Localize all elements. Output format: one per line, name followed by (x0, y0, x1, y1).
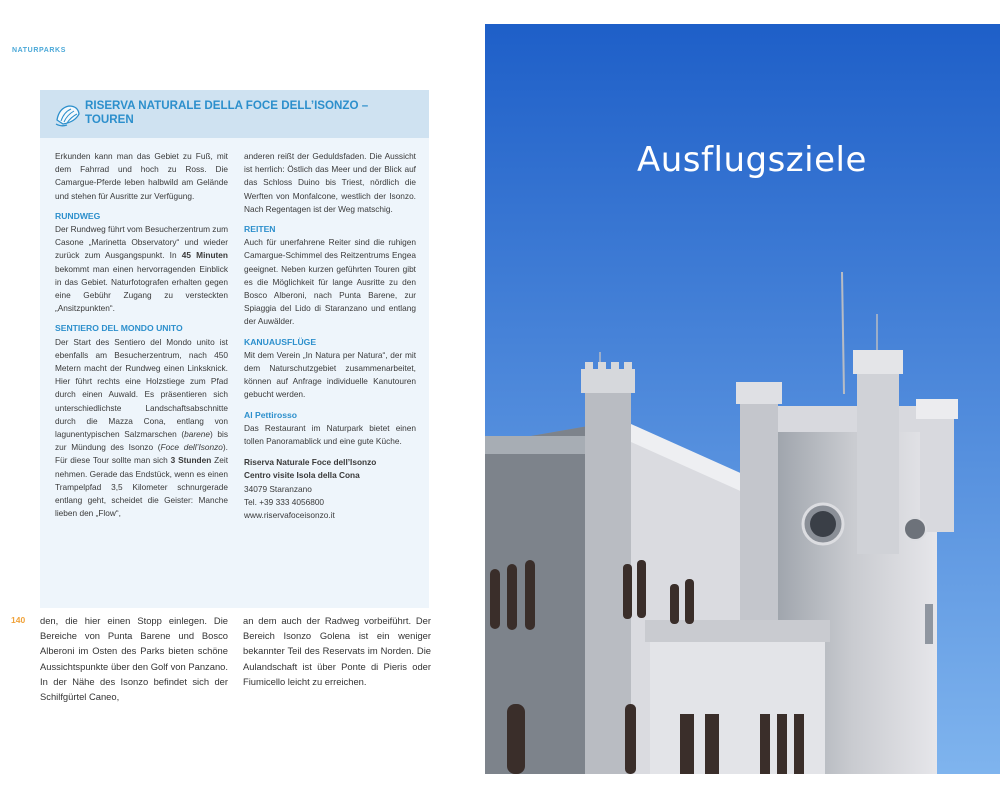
address-name-1: Riserva Naturale Foce dell’Isonzo (244, 457, 377, 468)
shell-icon (53, 100, 83, 130)
address-name-2: Centro visite Isola della Cona (244, 470, 360, 481)
castle-illustration (485, 24, 1000, 774)
kanu-text: Mit dem Verein „In Natura per Natura“, der mit dem Naturschutzgebiet zusammenarbeitet, können auf Anfrage individuelle Kanutouren gebucht werden. (244, 349, 416, 400)
info-column-right (244, 150, 416, 522)
kanu-heading: KANUAUSFLÜGE (244, 336, 317, 347)
address-website-link[interactable]: www.riservafoceisonzo.it (244, 510, 335, 521)
section-tag: NATURPARKS (12, 47, 66, 54)
continued-text: anderen reißt der Geduldsfaden. Die Aussicht ist herrlich: Östlich das Meer und der Blick auf das Schloss Duino bis Triest, nördlich die Werften von Monfalcone, westlich der Isonzo. Nach Regentagen ist der Weg matschig. (244, 151, 416, 214)
info-box-header (40, 90, 429, 138)
body-text-right: an dem auch der Radweg vorbeiführt. Der Bereich Isonzo Golena ist ein weniger bekannter Teil des Reservats im Norden. Die Aulandschaft ist über Ponte di Pieris oder Fiumicello leicht zu erreichen. (243, 615, 431, 687)
rundweg-heading: RUNDWEG (55, 210, 101, 221)
restaurant-heading: Al Pettirosso (244, 409, 298, 420)
photo-title: Ausflugsziele (637, 140, 867, 180)
body-text-left: den, die hier einen Stopp einlegen. Die Bereiche von Punta Barene und Bosco Alberoni im Osten des Parks bieten schöne Aussichtspunkte über den Golf von Panzano. In der Nähe des Isonzo befindet sich der Schilfgürtel Caneo, (40, 615, 228, 703)
sentiero-heading: SENTIERO DEL MONDO UNITO (55, 323, 183, 334)
info-column-left (55, 150, 228, 520)
address-zip: 34079 Staranzano (244, 483, 312, 494)
info-box-title: RISERVA NATURALE DELLA FOCE DELL’ISONZO – TOUREN (85, 99, 369, 126)
rundweg-text: Der Rundweg führt vom Besucherzentrum zum Casone „Marinetta Observatory“ und wieder zurück zum Ausgangspunkt. In 45 Minuten bekommt man einen hervorragenden Einblick in das Gebiet. Naturfotografen erhalten gegen eine Gebühr Zugang zu versteckten „Ansitzpunkten“. (55, 224, 228, 314)
address-block (244, 456, 416, 522)
intro-text: Erkunden kann man das Gebiet zu Fuß, mit dem Fahrrad und hoch zu Ross. Die Camargue-Pferde leben halbwild am Gelände und stehen für Ausritte zur Verfügung. (55, 151, 228, 201)
page-number: 140 (11, 615, 26, 625)
reiten-text: Auch für unerfahrene Reiter sind die ruhigen Camargue-Schimmel des Reitzentrums Engea geeignet. Neben kurzen geführten Touren gibt es die Möglichkeit für lange Ausritte zu den Bosco Alberoni, nach Punta Barene, zur Spiaggia del Lido di Staranzano und entlang der Auwälder. (244, 237, 416, 327)
castle-photo (485, 24, 1000, 774)
sentiero-text: Der Start des Sentiero del Mondo unito ist ebenfalls am Besucherzentrum, nach 450 Metern macht der Rundweg einen Linksknick. Hier führt rechts eine Holzstiege zum Pfad durch einen Auwald. Es präsentieren sich unterschiedlichste Landschaftsabschnitte durch die Mazza Cona, entlang von lagunentypischen Salzmarschen (barene) bis zur Mündung des Isonzo (Foce dell’Isonzo). Für diese Tour sollte man sich 3 Stunden Zeit nehmen. Gerade das Endstück, wenn es einen Trampelpfad 3,5 Kilometer schnurgerade entlang geht, scheidet die Geister: Manche lieben den „Flow“, (55, 336, 228, 519)
restaurant-text: Das Restaurant im Naturpark bietet einen tollen Panoramablick und eine gute Küche. (244, 422, 416, 447)
address-phone: Tel. +39 333 4056800 (244, 496, 325, 507)
reiten-heading: REITEN (244, 224, 276, 235)
